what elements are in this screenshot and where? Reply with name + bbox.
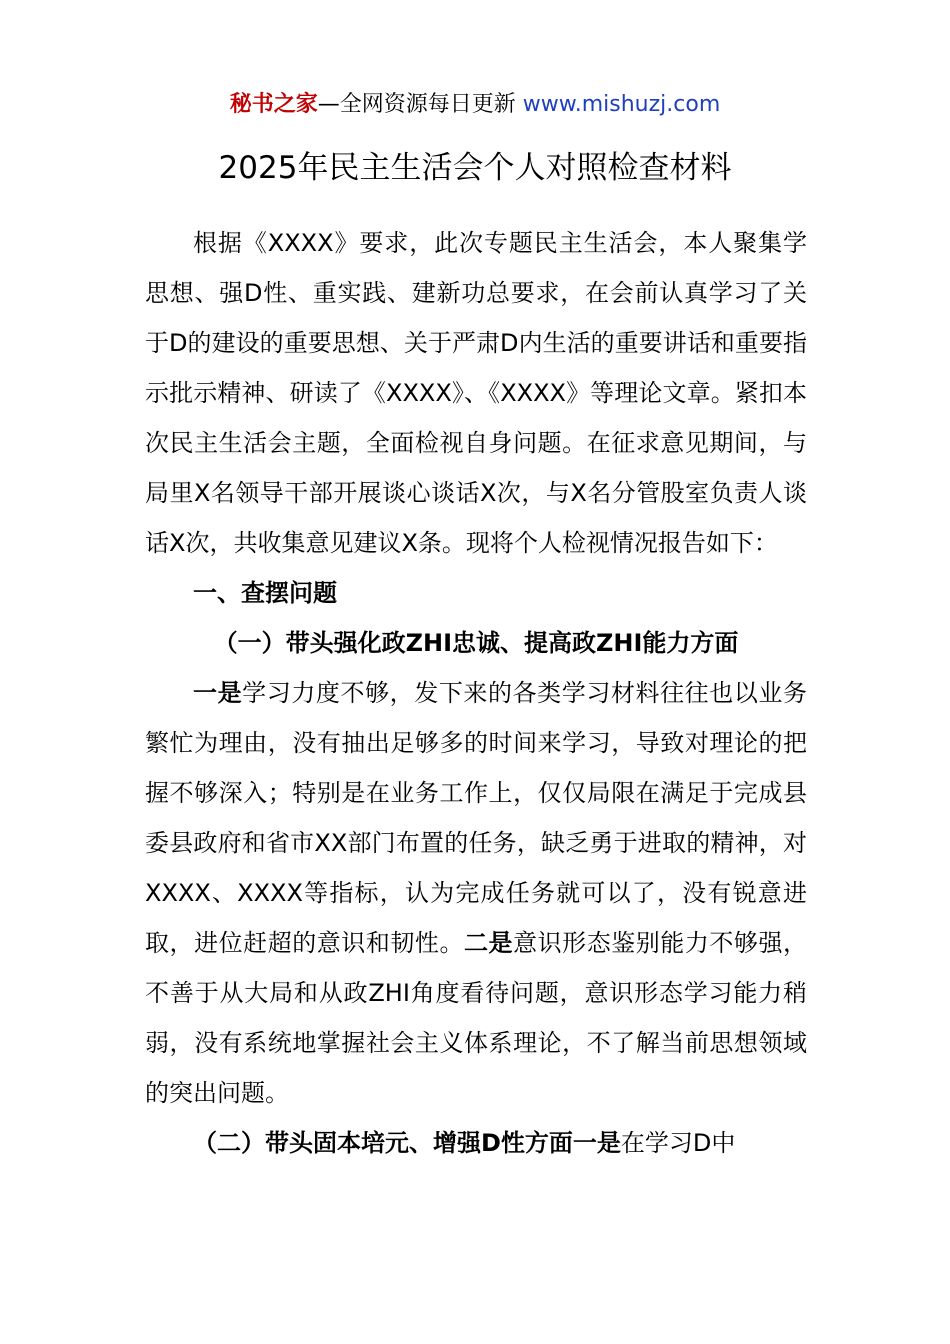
document-title: 2025年民主生活会个人对照检查材料: [218, 150, 732, 186]
subsection-2-heading: （二）带头固本培元、增强D性方面: [193, 1129, 573, 1157]
point-2-text: 意识形态鉴别能力不够强，不善于从大局和从政ZHI角度看待问题，意识形态学习能力稍弱，没有系统地掌握社会主义体系理论，不了解当前思想领域的突出问题。: [145, 929, 808, 1107]
banner-url-link[interactable]: www.mishuzj.com: [522, 92, 721, 117]
subsection-2-paragraph: [145, 1118, 807, 1168]
document-body: [145, 218, 807, 1168]
point-1-lead: 一是: [193, 679, 243, 707]
section-1-heading: 一、查摆问题: [193, 579, 337, 607]
point-1-text: 学习力度不够，发下来的各类学习材料往往也以业务繁忙为理由，没有抽出足够多的时间来学习，导致对理论的把握不够深入；特别是在业务工作上，仅仅局限在满足于完成县委县政府和省市XX部门布置的任务，缺乏勇于进取的精神，对XXXX、XXXX等指标，认为完成任务就可以了，没有锐意进取，进位赶超的意识和韧性。: [145, 679, 808, 957]
site-banner: [0, 90, 950, 120]
banner-tagline: —全网资源每日更新: [317, 92, 523, 117]
intro-paragraph: 根据《XXXX》要求，此次专题民主生活会，本人聚集学思想、强D性、重实践、建新功总要求，在会前认真学习了关于D的建设的重要思想、关于严肃D内生活的重要讲话和重要指示批示精神、研读了《XXXX》、《XXXX》等理论文章。紧扣本次民主生活会主题，全面检视自身问题。在征求意见期间，与局里X名领导干部开展谈心谈话X次，与X名分管股室负责人谈话X次，共收集意见建议X条。现将个人检视情况报告如下：: [145, 229, 807, 557]
subsection-1-paragraph: [145, 668, 807, 1118]
banner-brand: 秘书之家: [229, 92, 318, 117]
subsection-2-point-1-lead: 一是: [572, 1129, 621, 1157]
point-2-lead: 二是: [464, 929, 514, 957]
subsection-2-point-1-text: 在学习D中: [620, 1129, 736, 1157]
subsection-1-heading: （一）带头强化政ZHI忠诚、提高政ZHI能力方面: [213, 629, 739, 657]
